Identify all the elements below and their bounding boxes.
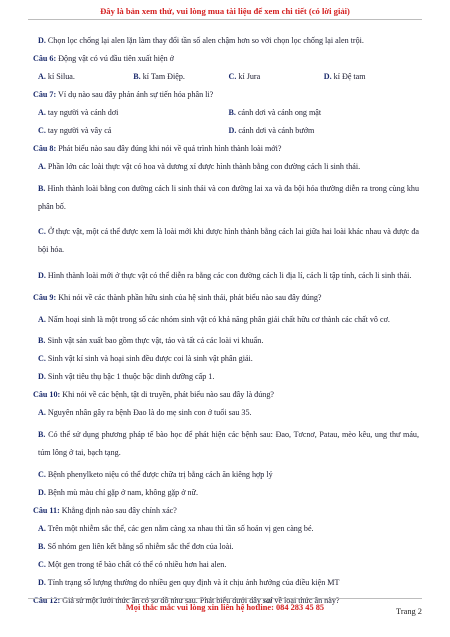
page-number: Trang 2 [396,607,422,616]
option-a: A. kỉ Silua. [38,71,75,81]
question-9: Câu 9: Khi nói về các thành phần hữu sinh của hệ sinh thái, phát biểu nào sau đây đúng? [33,292,322,302]
option-d: D. Sinh vật tiêu thụ bậc 1 thuộc bậc dinh dưỡng cấp 1. [38,372,215,382]
option-a: A. Nấm hoại sinh là một trong số các nhóm sinh vật có khả năng phân giải chất hữu cơ thành các chất vô cơ. [38,314,390,324]
option-b: B. Sinh vật sản xuất bao gồm thực vật, tảo và tất cả các loài vi khuẩn. [38,336,264,346]
option-a: A. Phần lớn các loài thực vật có hoa và dương xỉ được hình thành bằng con đường cách li sinh thái. [38,161,361,171]
option-b: B. Số nhóm gen liên kết bằng số nhiễm sắc thể đơn của loài. [38,541,234,551]
emphasis-word: sai [262,595,273,605]
option-a: A. Trên một nhiễm sắc thể, các gen nằm càng xa nhau thì tần số hoán vị gen càng bé. [38,523,314,533]
question-10: Câu 10: Khi nói về các bệnh, tật di truyền, phát biểu nào sau đây là đúng? [33,390,274,400]
question-11: Câu 11: Khẳng định nào sau đây chính xác? [33,505,177,515]
option-d: D. cánh dơi và cánh bướm [228,125,315,135]
option-c: C. kỉ Jura [228,71,261,81]
option-a: A. Nguyên nhân gây ra bệnh Đao là do mẹ sinh con ở tuổi sau 35. [38,408,252,418]
question-7: Câu 7: Ví dụ nào sau đây phản ánh sự tiến hóa phân li? [33,89,214,99]
option-c: C. Một gen trong tế bào chất có thể có nhiều hơn hai alen. [38,559,227,569]
option-b: B. Có thể sử dụng phương pháp tế bào học để phát hiện các bệnh sau: Đao, Tơcnơ, Patau, mèo kêu, ung thư máu, túm lông ở tai, bạch tạng. [38,430,419,458]
option-b: B. cánh dơi và cánh ong mật [228,107,322,117]
question-7-options-ab [33,108,419,118]
option-a: A. tay người và cánh dơi [38,107,119,117]
option-c: C. Bệnh phenylketo niệu có thể được chữa trị bằng cách ăn kiêng hợp lý [38,469,273,479]
question-7-options-cd [33,126,419,136]
option-d: D. kỉ Đệ tam [323,71,366,81]
option-c: C. tay người và vây cá [38,125,112,135]
option-b: B. Hình thành loài bằng con đường cách li sinh thái và con đường lai xa và đa bội hóa thường diễn ra trong cùng khu phân bố. [38,183,419,211]
option-b: B. kỉ Tam Điệp. [133,71,185,81]
option-d: D. Hình thành loài mới ở thực vật có thể diễn ra bằng các con đường cách li địa lí, cách li tập tính, cách li sinh thái. [38,271,412,281]
document-body [33,36,419,606]
preview-banner: Đây là bản xem thử, vui lòng mua tài liệu để xem chi tiết (có lời giải) [100,6,350,16]
question-6: Câu 6: Động vật có vú đầu tiên xuất hiện ở [33,53,174,63]
question-8: Câu 8: Phát biểu nào sau đây đúng khi nói về quá trình hình thành loài mới? [33,143,282,153]
question-6-options [33,72,419,82]
header-divider [28,19,422,20]
option-d: D. Bệnh mù màu chỉ gặp ở nam, không gặp ở nữ. [38,487,198,497]
option-d: D. Tính trạng số lượng thường do nhiều gen quy định và ít chịu ảnh hưởng của điều kiện MT [38,577,340,587]
option-c: C. Ở thực vật, một cá thể được xem là loài mới khi được hình thành bằng cách lai giữa hai loài khác nhau và được đa bội hóa. [38,227,419,255]
hotline-footer: Mọi thắc mắc vui lòng xin liên hệ hotline: 084 283 45 85 [125,603,325,612]
footer-divider [28,598,422,599]
option-line: D. Chọn lọc chống lại alen lặn làm thay đổi tần số alen chậm hơn so với chọn lọc chống lại alen trội. [38,36,364,45]
option-c: C. Sinh vật kí sinh và hoại sinh đều được coi là sinh vật phân giải. [38,354,253,364]
question-12: Câu 12: Giả sử một lưới thức ăn có sơ đồ như sau. Phát biểu dưới đây sai về loại thức ăn này? [33,595,340,605]
